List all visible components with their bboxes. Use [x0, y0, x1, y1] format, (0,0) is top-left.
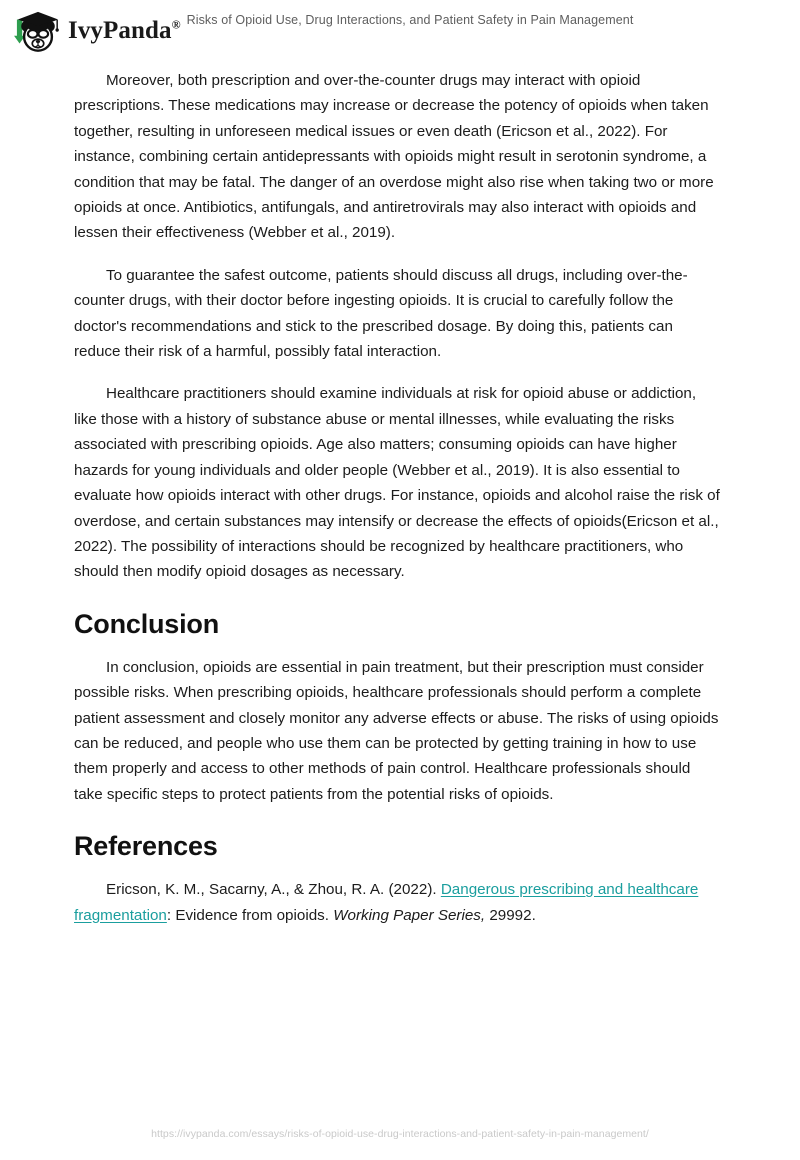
- conclusion-paragraph: In conclusion, opioids are essential in pain treatment, but their prescription must consider possible risks. When prescribing opioids, healthcare professionals should perform a complete patient assessment and closely monitor any adverse effects or abuse. The risks of using opioids can be reduced, and people who use them can be protected by getting training in how to use them properly and access to other methods of pain control. Healthcare professionals should take specific steps to protect patients from the potential risks of opioids.: [74, 658, 719, 803]
- body-paragraph: Moreover, both prescription and over-the-counter drugs may interact with opioid prescriptions. These medications may increase or decrease the potency of opioids when taken together, resulting in unforeseen medical issues or even death (Ericson et al., 2022). For instance, combining certain antidepressants with opioids might result in serotonin syndrome, a condition that may be fatal. The danger of an overdose might also rise when taking two or more opioids at once. Antibiotics, antifungals, and antiretrovirals may also interact with opioids and lessen their effectiveness (Webber et al., 2019).: [74, 72, 714, 242]
- references-heading: References: [74, 831, 218, 862]
- reference-number: 29992.: [485, 906, 536, 924]
- conclusion-heading: Conclusion: [74, 608, 219, 639]
- body-paragraph: Healthcare practitioners should examine individuals at risk for opioid abuse or addiction, like those with a history of substance abuse or mental illnesses, while evaluating the risks associated with prescribing opioids. Age also matters; consuming opioids can have higher hazards for young individuals and older people (Webber et al., 2019). It is also essential to evaluate how opioids interact with other drugs. For instance, opioids and alcohol raise the risk of overdose, and certain substances may intensify or decrease the effects of opioids(Ericson et al., 2022). The possibility of interactions should be recognized by healthcare practitioners, who should then modify opioid dosages as necessary.: [74, 385, 720, 581]
- reference-subtitle: : Evidence from opioids.: [166, 906, 334, 924]
- reference-authors: Ericson, K. M., Sacarny, A., & Zhou, R. A. (2022).: [106, 881, 441, 899]
- registered-trademark-icon: ®: [171, 17, 181, 32]
- page-footer: [0, 1124, 800, 1142]
- reference-source-italic: Working Paper Series,: [333, 906, 486, 924]
- reference-link[interactable]: Dangerous prescribing and healthcare fragmentation: [74, 881, 699, 924]
- reference-item: [74, 877, 720, 928]
- document-title-header: Risks of Opioid Use, Drug Interactions, and Patient Safety in Pain Management: [186, 13, 634, 27]
- document-body: [74, 68, 720, 928]
- page-header: [0, 0, 800, 62]
- footer-source-url: https://ivypanda.com/essays/risks-of-opioid-use-drug-interactions-and-patient-safety-in-pain-management/: [151, 1128, 649, 1140]
- body-paragraph: To guarantee the safest outcome, patients should discuss all drugs, including over-the-counter drugs, with their doctor before ingesting opioids. It is crucial to carefully follow the doctor's recommendations and stick to the prescribed dosage. By doing this, patients can reduce their risk of a harmful, possibly fatal interaction.: [74, 266, 688, 361]
- brand-name-text: IvyPanda: [68, 17, 172, 44]
